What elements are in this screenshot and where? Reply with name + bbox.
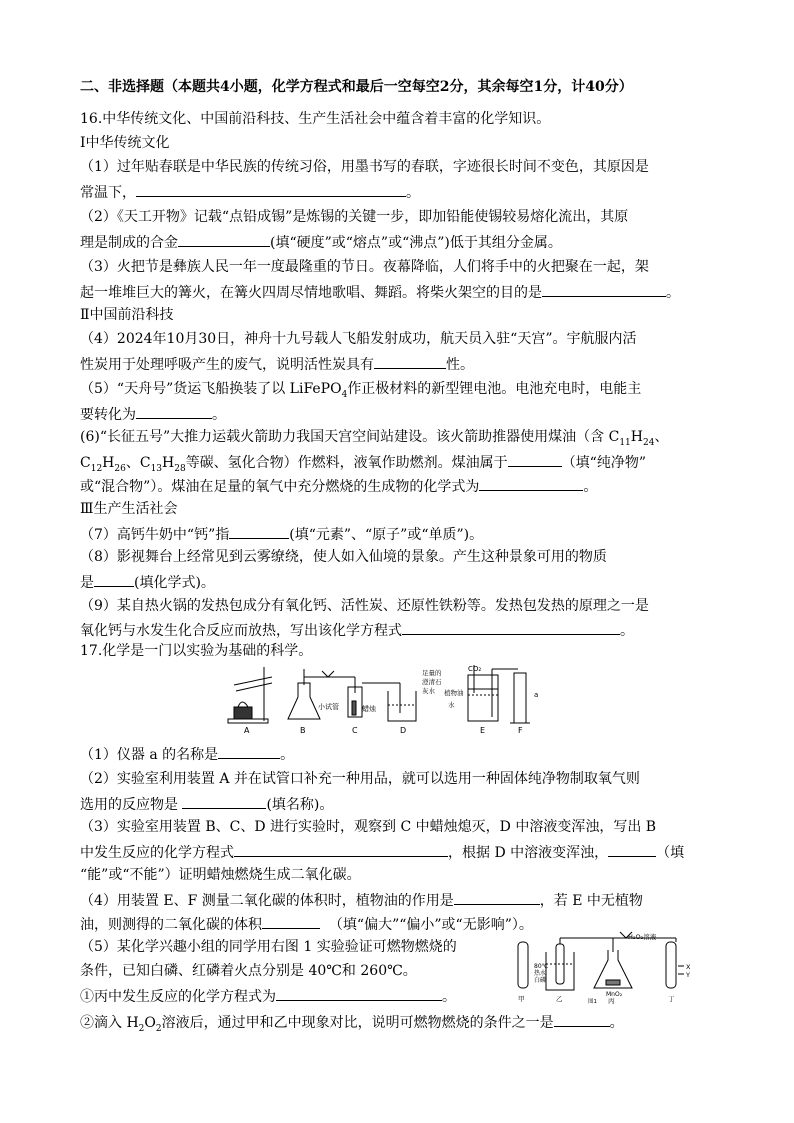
q16-item1-line2: 常温下， 。 <box>80 182 420 202</box>
q17-item4-line1: （4）用装置 E、F 测量二氧化碳的体积时，植物油的作用是 ，若 E 中无植物 <box>80 890 643 910</box>
answer-blank[interactable] <box>479 476 583 491</box>
q16-item2-line1: （2）《天工开物》记载“点铅成锡”是炼锡的关键一步，即加铅能使锡较易熔化流出，其原 <box>80 209 629 225</box>
funnel-b <box>322 671 334 677</box>
q17-item5-line2: 条件，已知白磷、红磷着火点分别是 40℃和 260℃。 <box>80 963 417 979</box>
bottle-e <box>468 675 498 721</box>
q17-item3-line3: “能”或“不能”）证明蜡烛燃烧生成二氧化碳。 <box>80 867 361 883</box>
label-limewater-2: 澄清石 <box>422 678 442 686</box>
label-x: X <box>686 963 691 971</box>
label-y: Y <box>686 971 690 979</box>
q17-item5-line1: （5）某化学兴趣小组的同学用右图 1 实验验证可燃物燃烧的 <box>80 939 457 955</box>
answer-blank[interactable] <box>374 354 446 369</box>
label-e: E <box>480 726 486 735</box>
q16-part1-heading: Ⅰ中华传统文化 <box>80 135 170 151</box>
q16-part3-heading: Ⅲ生产生活社会 <box>80 501 178 517</box>
label-c: C <box>352 726 358 735</box>
q17-item4-line2: 油，则测得的二氧化碳的体积 （填“偏大”“偏小”或“无影响”）。 <box>80 914 533 934</box>
label-b: B <box>300 726 306 735</box>
q16-stem: 16.中华传统文化、中国前沿科技、生产生活社会中蕴含着丰富的化学知识。 <box>80 111 551 127</box>
label-plant-oil: 植物油 <box>444 689 464 697</box>
flask-b <box>288 683 320 719</box>
answer-blank[interactable] <box>454 890 540 905</box>
label-hot-water: 热水 <box>534 970 547 977</box>
q16-item8-line2: 是 (填化学式)。 <box>80 572 215 592</box>
q16-item6-line1: (6)“长征五号”大推力运载火箭助力我国天宫空间站建设。该火箭助推器使用煤油（含 $C_{11}H_{24}$、 <box>80 429 669 448</box>
q17-item2-line1: （2）实验室利用装置 A 并在试管口补充一种用品，就可以选用一种固体纯净物制取氧气则 <box>80 771 640 787</box>
q16-part2-heading: Ⅱ中国前沿科技 <box>80 307 174 323</box>
alcohol-lamp-flame <box>238 702 248 707</box>
label-80c: 80℃ <box>534 963 549 970</box>
label-bing: 丙 <box>608 997 615 1004</box>
q17-item2-line2: 选用的反应物是 (填名称)。 <box>80 794 333 814</box>
q16-item8-line1: （8）影视舞台上经常见到云雾缭绕，使人如入仙境的景象。产生这种景象可用的物质 <box>80 549 607 565</box>
label-small-tube: 小试管 <box>318 703 339 711</box>
answer-blank[interactable] <box>234 842 448 857</box>
label-jia: 甲 <box>518 995 525 1003</box>
answer-blank[interactable] <box>182 794 266 809</box>
answer-blank[interactable] <box>554 1012 610 1027</box>
answer-blank[interactable] <box>262 914 320 929</box>
q16-item9-line1: （9）某自热火锅的发热包成分有氧化钙、活性炭、还原性铁粉等。发热包发热的原理之一是 <box>80 598 649 614</box>
answer-blank[interactable] <box>94 572 134 587</box>
answer-blank[interactable] <box>136 182 406 197</box>
q16-item7: （7）高钙牛奶中“钙”指 (填“元素”、“原子”或“单质”)。 <box>80 524 483 544</box>
q17-item5-line4: ②滴入 $H_2O_2$溶液后，通过甲和乙中现象对比，说明可燃物燃烧的条件之一是 。 <box>80 1012 624 1032</box>
q16-item5-line2: 要转化为 。 <box>80 404 226 424</box>
tube-jia <box>518 942 528 988</box>
figure-1-combustion <box>508 930 694 1004</box>
candle <box>352 701 356 715</box>
label-f: F <box>518 726 523 735</box>
answer-blank[interactable] <box>402 620 620 635</box>
label-candle: 蜡烛 <box>362 705 376 713</box>
label-white-phosphorus: 白磷 <box>534 977 547 984</box>
q16-item4-line1: （4）2024年10月30日，神舟十九号载人飞船发射成功，航天员入驻“天宫”。宇航服内活 <box>80 331 637 347</box>
q17-stem: 17.化学是一门以实验为基础的科学。 <box>80 643 313 659</box>
label-limewater-3: 灰水 <box>422 687 435 695</box>
q16-item1-line1: （1）过年贴春联是中华民族的传统习俗，用墨书写的春联，字迹很长时间不变色，其原因是 <box>80 159 649 175</box>
q16-item2-line2: 理是制成的合金 (填“硬度”或“熔点”或“沸点”)低于其组分金属。 <box>80 232 562 252</box>
q16-item6-line2: $C_{12}H_{26}$、$C_{13}H_{28}$等碳、氢化合物）作燃料，液氧作助燃剂。煤油属于 （填“纯净物” <box>80 452 646 472</box>
q17-item3-line1: （3）实验室用装置 B、C、D 进行实验时，观察到 C 中蜡烛熄灭，D 中溶液变浑浊，写出 B <box>80 819 657 835</box>
q17-item5-line3: ①丙中发生反应的化学方程式为 。 <box>80 986 456 1006</box>
label-ding: 丁 <box>668 995 675 1003</box>
label-d: D <box>400 726 407 735</box>
tube-ding <box>666 942 676 988</box>
label-yi: 乙 <box>556 995 563 1003</box>
q16-item5-line1: （5）“天舟号”货运飞船换装了以 LiFePO$_4$作正极材料的新型锂电池。电池充电时，电能主 <box>80 381 642 400</box>
answer-blank[interactable] <box>136 404 212 419</box>
answer-blank[interactable] <box>218 744 280 759</box>
apparatus-figure <box>222 663 552 735</box>
q16-item3-line2: 起一堆堆巨大的篝火，在篝火四周尽情地歌唱、舞蹈。将柴火架空的目的是 。 <box>80 282 680 302</box>
alcohol-lamp <box>234 707 252 719</box>
answer-blank[interactable] <box>229 524 289 539</box>
q16-item3-line1: （3）火把节是彝族人民一年一度最隆重的节日。夜幕降临，人们将手中的火把聚在一起，架 <box>80 259 649 275</box>
figure-caption: 图1 <box>588 999 597 1004</box>
answer-blank[interactable] <box>508 452 562 467</box>
beaker-d <box>388 691 416 721</box>
q16-item9-line2: 氧化钙与水发生化合反应而放热，写出该化学方程式 。 <box>80 620 634 640</box>
q17-item1: （1）仪器 a 的名称是 。 <box>80 744 294 764</box>
label-water: 水 <box>448 701 455 709</box>
cylinder-f <box>514 673 526 723</box>
label-instrument-a: a <box>534 691 539 699</box>
label-a: A <box>244 726 250 735</box>
answer-blank[interactable] <box>276 986 442 1001</box>
label-limewater-1: 足量的 <box>422 669 442 677</box>
q17-item3-line2: 中发生反应的化学方程式 ，根据 D 中溶液变浑浊， （填 <box>80 842 684 862</box>
q16-item4-line2: 性炭用于处理呼吸产生的废气，说明活性炭具有 性。 <box>80 354 474 374</box>
section-header: 二、非选择题（本题共4小题，化学方程式和最后一空每空2分，其余每空1分，计40分） <box>80 79 633 95</box>
stand-base <box>228 719 268 723</box>
answer-blank[interactable] <box>608 842 656 857</box>
label-mno2: MnO₂ <box>606 991 623 998</box>
answer-blank[interactable] <box>542 282 666 297</box>
label-h2o2: H₂O₂溶液 <box>628 933 657 941</box>
q16-item6-line3: 或“混合物”）。煤油在足量的氧气中充分燃烧的生成物的化学式为 。 <box>80 476 597 496</box>
label-co2: CO₂ <box>468 665 482 673</box>
answer-blank[interactable] <box>178 232 270 247</box>
